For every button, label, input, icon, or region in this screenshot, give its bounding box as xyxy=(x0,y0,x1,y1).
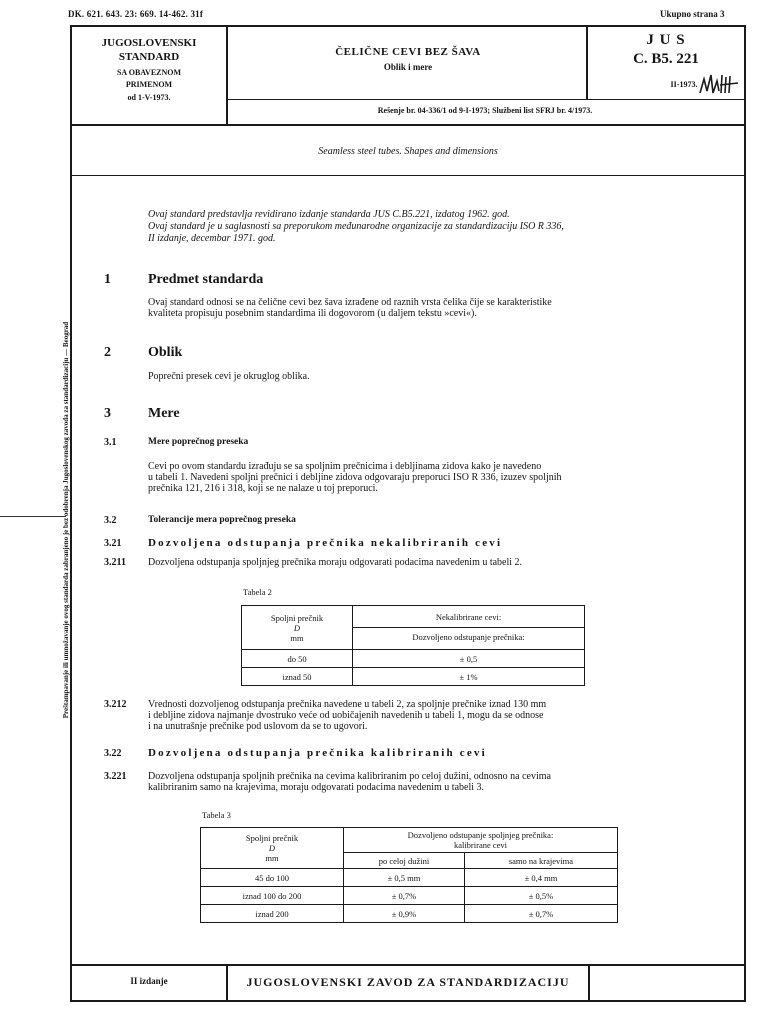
intro-line: Ovaj standard predstavlja revidirano izdanje standarda JUS C.B5.221, izdatog 1962. god. xyxy=(148,209,510,220)
table-3-subheader: samo na krajevima xyxy=(464,853,617,869)
standard-code: C. B5. 221 xyxy=(633,51,699,67)
table-row: iznad 200 ± 0,9% ± 0,7% xyxy=(201,905,618,923)
section-3-21-number: 3.21 xyxy=(104,538,122,549)
registration-line: Rešenje br. 04-336/1 od 9-I-1973; Službeni list SFRJ br. 4/1973. xyxy=(377,106,593,115)
section-3-21-title: Dozvoljena odstupanja prečnika nekalibriranih cevi xyxy=(148,537,503,549)
signature-icon xyxy=(698,71,740,97)
section-1-number: 1 xyxy=(104,272,111,287)
section-2-title: Oblik xyxy=(148,345,183,360)
section-1-text: Ovaj standard odnosi se na čelične cevi bez šava izrađene od raznih vrsta čelika čije se karakteristike kvaliteta propisuju posebnim standardima ili dogovorom (u daljem tekstu »cevi«). xyxy=(148,297,552,319)
intro-text xyxy=(148,209,718,245)
section-3-212-number: 3.212 xyxy=(104,699,127,710)
table-row: iznad 100 do 200 ± 0,7% ± 0,5% xyxy=(201,887,618,905)
section-3-2-title: Tolerancije mera poprečnog preseka xyxy=(148,515,296,525)
page-count: Ukupno strana 3 xyxy=(660,9,725,19)
english-title: Seamless steel tubes. Shapes and dimensions xyxy=(318,146,498,157)
intro-line: Ovaj standard je u saglasnosti sa preporukom međunarodne organizacije za standardizaciju ISO R 336, xyxy=(148,221,564,232)
document-title: ČELIČNE CEVI BEZ ŠAVA xyxy=(335,46,481,58)
institute-name: JUGOSLOVENSKI ZAVOD ZA STANDARDIZACIJU xyxy=(246,975,570,989)
standard-type-line2: STANDARD xyxy=(118,51,180,63)
section-1-title: Predmet standarda xyxy=(148,272,264,287)
section-3-221-text: Dozvoljena odstupanja spoljnih prečnika na cevima kalibriranim po celoj dužini, odnosno na cevima kalibriranim samo na krajevima, moraju odgovarati podacima navedenim u tabeli 3. xyxy=(148,771,551,793)
section-3-2-number: 3.2 xyxy=(104,515,117,526)
section-2-number: 2 xyxy=(104,345,111,360)
table-3-subheader: po celoj dužini xyxy=(344,853,465,869)
standard-type-line4: PRIMENOM xyxy=(125,80,173,89)
standard-effective-date: od 1-V-1973. xyxy=(127,93,171,102)
document-subtitle: Oblik i mere xyxy=(383,62,433,72)
english-title-box xyxy=(70,126,746,176)
standard-date: II-1973. xyxy=(670,80,698,89)
margin-divider xyxy=(0,516,66,517)
section-3-1-text: Cevi po ovom standardu izrađuju se sa spoljnim prečnicima i debljinama zidova kako je navedeno u tabeli 1. Navedeni spoljni prečnici i debljine zidova odgovaraju preporuci ISO R 336, izuzev spoljnih prečnika 121, 216 i 318, koji se ne nalaze u toj preporuci. xyxy=(148,461,562,494)
table-row: do 50 ± 0,5 xyxy=(242,650,585,668)
table-3-header-tolerance: Dozvoljeno odstupanje spoljnjeg prečnika: kalibrirane cevi xyxy=(344,828,618,853)
section-3-221-number: 3.221 xyxy=(104,771,127,782)
table-row: 45 do 100 ± 0,5 mm ± 0,4 mm xyxy=(201,869,618,887)
table-2 xyxy=(241,605,585,686)
table-2-header-tolerance: Nekalibrirane cevi: Dozvoljeno odstupanje prečnika: xyxy=(353,606,585,650)
standard-type-line3: SA OBAVEZNOM xyxy=(116,68,182,77)
document-header xyxy=(70,25,746,126)
section-3-1-title: Mere poprečnog preseka xyxy=(148,437,249,447)
edition-label: II izdanje xyxy=(130,976,168,986)
section-3-title: Mere xyxy=(148,406,180,421)
jus-label: J U S xyxy=(646,32,686,48)
standard-type-line1: JUGOSLOVENSKI xyxy=(101,37,197,49)
section-3-1-number: 3.1 xyxy=(104,437,117,448)
section-3-number: 3 xyxy=(104,406,111,421)
section-2-text: Poprečni presek cevi je okruglog oblika. xyxy=(148,371,310,382)
section-3-211-number: 3.211 xyxy=(104,557,126,568)
table-3-caption: Tabela 3 xyxy=(202,810,231,820)
section-3-22-title: Dozvoljena odstupanja prečnika kalibriranih cevi xyxy=(148,747,487,759)
section-3-211-text: Dozvoljena odstupanja spoljnjeg prečnika moraju odgovarati podacima navedenim u tabeli 2. xyxy=(148,557,523,568)
margin-notice-text: Preštampavanje ili umnožavanje ovog standarda zabranjeno je bez odobrenja Jugoslovenskog zavoda za standardizaciju — Beograd xyxy=(62,321,70,719)
udk-classification: DK. 621. 643. 23: 669. 14-462. 31f xyxy=(68,9,204,19)
section-3-212-text: Vrednosti dozvoljenog odstupanja prečnika navedene u tabeli 2, za spoljnje prečnike iznad 130 mm i debljine zidova najmanje dvostruko veće od uobičajenih navedenih u tabeli 1, mogu da se odnose i na unutrašnje prečnike pod uslovom da se to ugovori. xyxy=(148,699,547,732)
table-3 xyxy=(200,827,618,923)
intro-line: II izdanje, decembar 1971. god. xyxy=(148,233,276,244)
table-2-caption: Tabela 2 xyxy=(243,587,272,597)
section-3-22-number: 3.22 xyxy=(104,748,122,759)
table-row: iznad 50 ± 1% xyxy=(242,668,585,686)
table-3-header-diameter: Spoljni prečnik D mm xyxy=(201,828,344,869)
document-footer xyxy=(70,964,746,1002)
table-2-header-diameter: Spoljni prečnik D mm xyxy=(242,606,353,650)
margin-notice xyxy=(60,200,70,840)
